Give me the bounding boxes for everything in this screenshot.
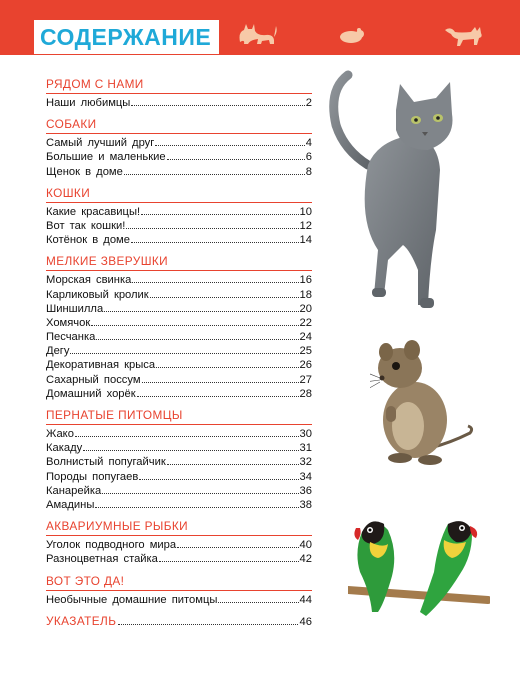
page-number: 28 [299,387,312,400]
lovebirds-photo [348,512,490,618]
toc-entry[interactable] [46,164,312,178]
toc-entry[interactable] [46,426,312,440]
grey-cat-photo [318,70,468,320]
dot-leader [131,232,299,243]
dot-leader [167,454,299,465]
dot-leader [156,357,298,368]
entry-label: Домашний хорёк [46,387,136,400]
rodent-silhouette-icon [336,26,366,44]
page-number: 40 [299,539,312,552]
toc-entry[interactable] [46,232,312,246]
entry-label: Морская свинка [46,274,132,287]
dot-leader [124,164,305,175]
section-title: КОШКИ [46,185,312,203]
page-number: 20 [299,302,312,315]
dot-leader [132,272,298,283]
toc-entry[interactable] [46,483,312,497]
toc-section [46,407,312,511]
dot-leader [142,372,299,383]
toc-entry[interactable] [46,454,312,468]
entry-label: Уголок подводного мира [46,539,177,552]
dot-leader [137,386,299,397]
dot-leader [70,343,298,354]
entry-label: Хомячок [46,316,91,329]
entry-label: Песчанка [46,331,96,344]
entry-label: Щенок в доме [46,165,123,178]
entry-label: Большие и маленькие [46,151,166,164]
page-number: 16 [299,274,312,287]
entry-label: Сахарный поссум [46,373,141,386]
dot-leader [177,537,298,548]
entry-label: Дегу [46,345,70,358]
page-number: 8 [305,165,312,178]
section-title: ВОТ ЭТО ДА! [46,573,312,591]
toc-section [46,518,312,565]
section-title: УКАЗАТЕЛЬ [46,613,117,628]
entry-label: Какие красавицы! [46,205,141,218]
dot-leader [150,287,299,298]
toc-section [46,76,312,109]
section-title: АКВАРИУМНЫЕ РЫБКИ [46,518,312,536]
dot-leader [118,613,297,625]
entry-label: Разноцветная стайка [46,553,158,566]
entry-label: Породы попугаев [46,470,139,483]
page-number: 25 [299,345,312,358]
toc-entry[interactable] [46,497,312,511]
dot-leader [159,551,299,562]
dot-leader [102,483,298,494]
toc-section [46,185,312,247]
dot-leader [96,329,298,340]
toc-entry[interactable] [46,287,312,301]
toc-entry[interactable] [46,272,312,286]
section-title: МЕЛКИЕ ЗВЕРУШКИ [46,253,312,271]
dot-leader [139,469,298,480]
toc-entry[interactable] [46,386,312,400]
toc-entry[interactable] [46,329,312,343]
table-of-contents [46,76,312,638]
toc-entry[interactable] [46,357,312,371]
header-bar [0,0,520,55]
entry-label: Шиншилла [46,302,104,315]
page-number: 44 [299,593,312,606]
page-number: 2 [305,97,312,109]
index-row [46,613,312,631]
entry-label: Канарейка [46,484,102,497]
toc-entry[interactable] [46,372,312,386]
dot-leader [141,204,298,215]
page-number: 38 [299,498,312,511]
entry-label: Наши любимцы [46,97,131,109]
degu-photo [370,328,480,468]
entry-label: Волнистый попугайчик [46,456,166,469]
page-number: 26 [299,359,312,372]
entry-label: Жако [46,428,74,440]
toc-entry[interactable] [46,537,312,551]
toc-entry[interactable] [46,204,312,218]
toc-entry[interactable] [46,135,312,149]
dot-leader [218,592,298,603]
entry-label: Декоративная крыса [46,359,156,372]
dot-leader [95,497,298,508]
entry-label: Амадины [46,498,95,511]
toc-entry[interactable] [46,551,312,565]
entry-label: Карликовый кролик [46,288,149,301]
page-number: 34 [299,470,312,483]
toc-entry[interactable] [46,592,312,606]
entry-label: Какаду [46,442,83,455]
page-number: 18 [299,288,312,301]
toc-entry[interactable] [46,95,312,109]
page-number: 22 [299,316,312,329]
toc-section [46,116,312,178]
dot-leader [126,218,298,229]
section-title: ПЕРНАТЫЕ ПИТОМЦЫ [46,407,312,425]
toc-entry[interactable] [46,440,312,454]
cat-walking-silhouette-icon [443,22,491,48]
toc-entry[interactable] [46,218,312,232]
toc-entry[interactable] [46,469,312,483]
toc-entry[interactable] [46,315,312,329]
cat-silhouette-icon [236,22,278,46]
page-number: 30 [299,428,312,440]
page-number: 14 [299,234,312,247]
toc-entry[interactable] [46,343,312,357]
toc-entry[interactable] [46,149,312,163]
page-number: 31 [299,442,312,455]
page-number: 46 [299,615,312,628]
page-number: 10 [299,205,312,218]
entry-label: Котёнок в доме [46,234,130,247]
toc-entry[interactable] [46,301,312,315]
dot-leader [91,315,298,326]
page-number: 6 [305,151,312,164]
section-title: СОБАКИ [46,116,312,134]
dot-leader [104,301,298,312]
entry-label: Необычные домашние питомцы [46,593,218,606]
dot-leader [83,440,298,451]
toc-section [46,253,312,400]
page-number: 27 [299,373,312,386]
page-number: 4 [305,137,312,150]
page-title: СОДЕРЖАНИЕ [34,20,219,54]
dot-leader [75,426,299,437]
entry-label: Самый лучший друг [46,137,155,150]
page-number: 24 [299,331,312,344]
page-number: 42 [299,553,312,566]
dot-leader [167,149,305,160]
dot-leader [155,135,304,146]
toc-section-index[interactable] [46,613,312,631]
entry-label: Вот так кошки! [46,219,126,232]
section-title: РЯДОМ С НАМИ [46,76,312,94]
page-number: 32 [299,456,312,469]
toc-section [46,573,312,606]
page-number: 12 [299,219,312,232]
page-number: 36 [299,484,312,497]
dot-leader [131,95,304,106]
